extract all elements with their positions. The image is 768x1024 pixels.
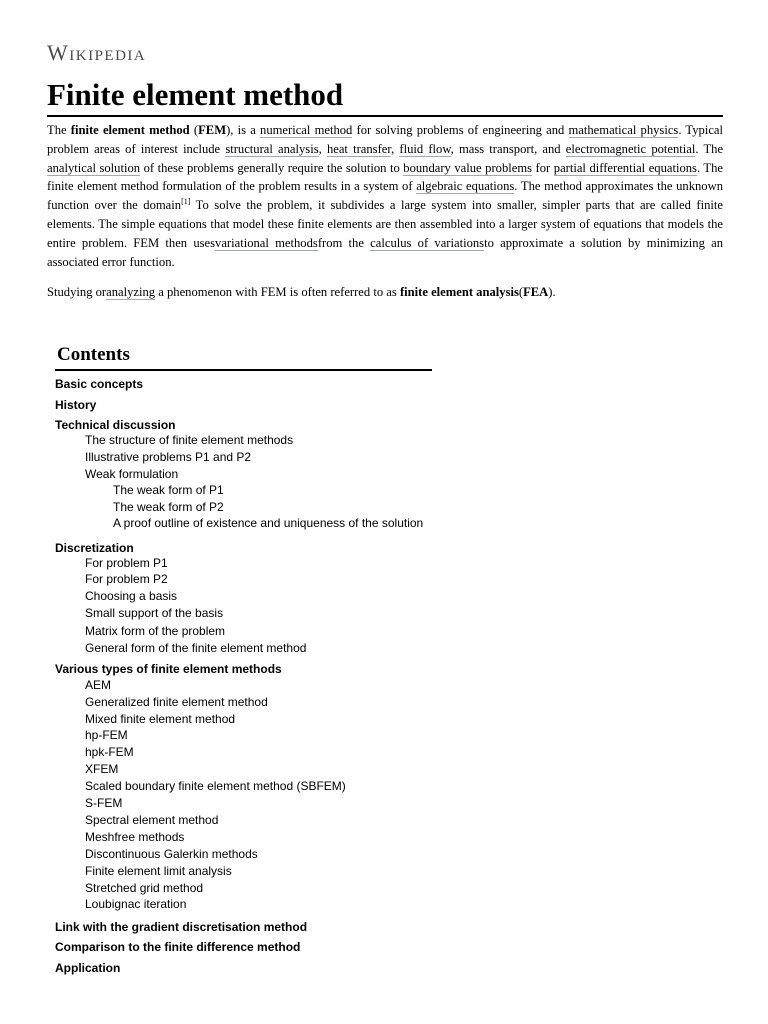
toc-item[interactable]: hp-FEM — [85, 728, 128, 742]
toc-item[interactable]: Scaled boundary finite element method (SBFEM) — [85, 779, 346, 793]
toc-item[interactable]: Meshfree methods — [85, 830, 185, 844]
toc-item[interactable]: History — [55, 398, 97, 412]
link-numerical-method[interactable]: numerical method — [260, 123, 353, 137]
term-bold: finite element analysis — [399, 285, 519, 299]
toc-item[interactable]: Spectral element method — [85, 813, 219, 827]
toc-item[interactable]: Discretization — [55, 541, 134, 555]
text-run: ( — [189, 123, 199, 137]
toc-item[interactable]: Various types of finite element methods — [55, 662, 282, 676]
toc-item[interactable]: The structure of finite element methods — [85, 433, 294, 447]
toc-item[interactable]: AEM — [85, 678, 112, 692]
toc-item[interactable]: Illustrative problems P1 and P2 — [85, 450, 252, 464]
toc-item[interactable]: Application — [55, 961, 121, 975]
page-title: Finite element method — [47, 77, 344, 112]
link-variational-methods[interactable]: variational methods — [215, 235, 318, 250]
toc-item[interactable]: Matrix form of the problem — [85, 624, 226, 638]
text-run: for — [532, 160, 554, 175]
text-run: to approximate a solution by minimizing an associated error function. — [47, 235, 723, 269]
text-run: . The method approximates the unknown function over the domain — [47, 179, 723, 213]
toc-item[interactable]: Finite element limit analysis — [85, 864, 232, 878]
toc-heading: Contents — [57, 344, 130, 365]
toc-item[interactable]: Generalized finite element method — [85, 695, 268, 709]
link-mathematical-physics[interactable]: mathematical physics — [568, 123, 679, 137]
intro-paragraph-1 — [47, 121, 723, 271]
citation-link[interactable]: [1] — [181, 197, 191, 207]
toc-item[interactable]: hpk-FEM — [85, 745, 134, 759]
term-bold: FEM — [198, 123, 227, 137]
text-run: , — [318, 141, 327, 156]
term-bold: FEA — [523, 285, 549, 299]
text-run: . Typical problem areas of interest include — [47, 123, 724, 156]
text-run: ( — [518, 285, 524, 299]
text-run: , — [391, 141, 400, 156]
wikipedia-wordmark: Wikipedia — [47, 40, 147, 65]
toc-item[interactable]: S-FEM — [85, 796, 123, 810]
term-bold: finite element method — [70, 123, 190, 137]
toc-item[interactable]: Stretched grid method — [85, 881, 204, 895]
text-run: The — [47, 123, 71, 137]
toc-item[interactable]: Discontinuous Galerkin methods — [85, 847, 258, 861]
toc-divider — [55, 369, 432, 371]
text-run: . The — [695, 141, 724, 156]
toc-item[interactable]: Link with the gradient discretisation method — [55, 920, 308, 934]
toc-item[interactable]: A proof outline of existence and uniqueness of the solution — [113, 516, 424, 530]
text-run: ), is a — [226, 123, 261, 137]
intro-paragraph-2 — [47, 283, 723, 302]
toc-item[interactable]: Loubignac iteration — [85, 897, 187, 911]
link-heat-transfer[interactable]: heat transfer — [326, 141, 392, 156]
toc-item[interactable]: Weak formulation — [85, 467, 179, 481]
text-run: To solve the problem, it subdivides a large system into smaller, simpler parts that are called finite elements. The simple equations that model these finite elements are then assembled into a larger system of equations that models the entire problem. FEM then uses — [47, 198, 723, 250]
text-run: a phenomenon with FEM is often referred to as — [155, 285, 400, 299]
link-analyzing[interactable]: analyzing — [106, 285, 156, 299]
text-run: from the — [317, 235, 371, 250]
toc-item[interactable]: The weak form of P2 — [113, 500, 224, 514]
toc-item[interactable]: Choosing a basis — [85, 589, 178, 603]
toc-item[interactable]: Comparison to the finite difference method — [55, 940, 301, 954]
text-run: ). — [548, 285, 556, 299]
link-algebraic-equations[interactable]: algebraic equations — [416, 179, 515, 194]
text-run: of these problems generally require the solution to — [140, 160, 404, 175]
toc-item[interactable]: Basic concepts — [55, 377, 144, 391]
link-structural-analysis[interactable]: structural analysis — [225, 141, 319, 156]
toc-item[interactable]: For problem P2 — [85, 572, 168, 586]
link-boundary-value-problems[interactable]: boundary value problems — [403, 160, 533, 175]
link-fluid-flow[interactable]: fluid flow — [399, 141, 451, 156]
toc-item[interactable]: The weak form of P1 — [113, 483, 224, 497]
toc-item[interactable]: Mixed finite element method — [85, 712, 236, 726]
text-run: . The finite element method formulation of the problem results in a system of — [47, 160, 723, 194]
toc-item[interactable]: Small support of the basis — [85, 606, 224, 620]
title-divider — [47, 115, 723, 117]
toc-item[interactable]: Technical discussion — [55, 418, 176, 432]
text-run: Studying or — [47, 285, 107, 299]
toc-item[interactable]: XFEM — [85, 762, 119, 776]
link-analytical-solution[interactable]: analytical solution — [47, 160, 141, 175]
link-partial-differential-equations[interactable]: partial differential equations — [553, 160, 697, 175]
toc-item[interactable]: For problem P1 — [85, 556, 168, 570]
link-calculus-of-variations[interactable]: calculus of variations — [370, 235, 485, 250]
text-run: , mass transport, and — [450, 141, 566, 156]
link-electromagnetic-potential[interactable]: electromagnetic potential — [565, 141, 696, 156]
toc-item[interactable]: General form of the finite element method — [85, 641, 307, 655]
text-run: for solving problems of engineering and — [352, 123, 569, 137]
